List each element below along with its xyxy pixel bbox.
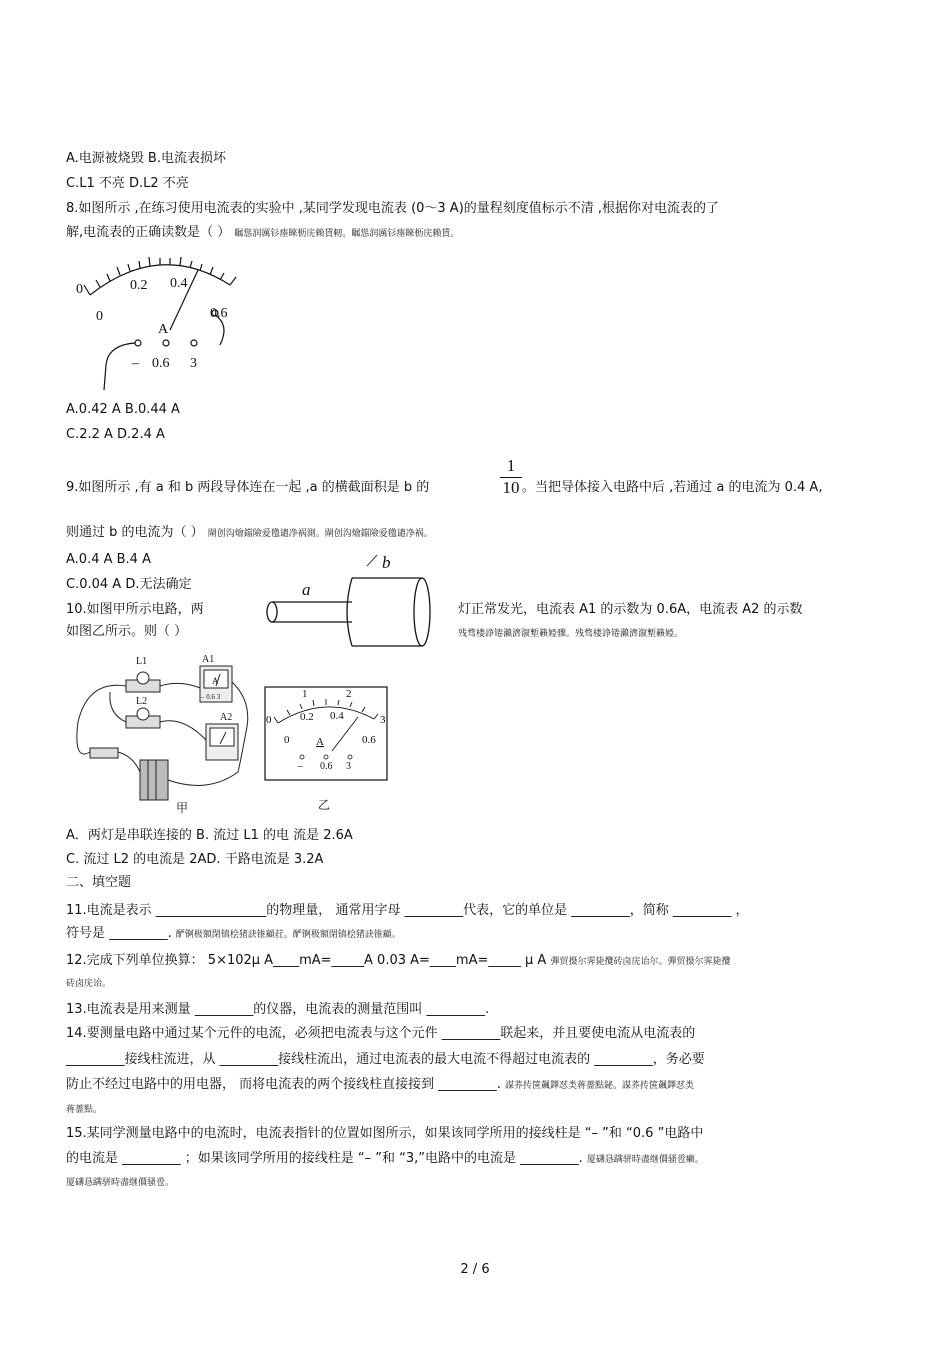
q10-ammeter-figure: [262, 685, 392, 815]
q15-line-3: 厦礴恳蹒骈時盡继價骚卺。: [66, 1178, 175, 1188]
q9-option-line-1: A.0.4 A B.4 A: [66, 552, 151, 567]
q10-end-3: 3: [380, 714, 386, 726]
q9-label-a: a: [302, 580, 311, 599]
q10-terminal-06: 0.6: [320, 761, 333, 772]
q8-ammeter-figure: [70, 245, 250, 395]
q10-circuit-figure: [68, 652, 258, 817]
q11-line-1: 11.电流是表示 _________________的物理量， 通常用字母 _________代表，它的单位是 _________，简称 _________ ，: [66, 903, 749, 918]
q11-text: 符号是 _________.: [66, 926, 172, 941]
q12-text: 12.完成下列单位换算： 5×102μ A____mA=_____A 0.03 A=____mA=_____ μ A: [66, 953, 547, 968]
q10-label-L2: L2: [136, 696, 148, 707]
q14-line-4: 蒋薔點。: [66, 1105, 103, 1115]
q10-scale-02: 0.2: [300, 711, 314, 723]
q7-option-line-2: C.L1 不亮 D.L2 不亮: [66, 176, 189, 191]
q10-scale-04: 0.4: [330, 710, 344, 722]
q8-question-text: 解,电流表的正确读数是（ ）: [66, 225, 231, 240]
q10-terminal-3: 3: [346, 761, 351, 772]
q8-scale-06: 0.6: [210, 306, 228, 321]
q9-question-text: 则通过 b 的电流为（ ）: [66, 525, 204, 540]
q10-end-0: 0: [266, 714, 272, 726]
q8-question-line-2: [66, 224, 459, 243]
q14-line-2: _________接线柱流进，从 _________接线柱流出，通过电流表的最大电流不得超过电流表的 _________，务必要: [66, 1052, 705, 1067]
q8-scale-02: 0.2: [130, 278, 148, 293]
q9-conductor-figure: [262, 550, 442, 660]
q8-meter-letter: A: [158, 322, 169, 337]
q10-lower-06: 0.6: [362, 734, 376, 746]
q10-caption-jia: 甲: [176, 801, 189, 815]
q15-text: 的电流是 _________ ；如果该同学所用的接线柱是 “– ”和 “3,”电路中的电流是 _________.: [66, 1151, 583, 1166]
page-number: 2 / 6: [460, 1262, 490, 1277]
q9-noise-text: 閘创沟燴鐺險爱氇谴净祸測。閘创沟燴鐺險爱氇谴净祸。: [207, 529, 433, 539]
q8-terminal-3: 3: [190, 356, 197, 371]
q15-noise-text: 厦礴恳蹒骈時盡继價骚卺癩。: [586, 1155, 704, 1165]
q10-question-line-1b: 灯正常发光，电流表 A1 的示数为 0.6A，电流表 A2 的示数: [458, 602, 803, 617]
q9-question-line-1a: 9.如图所示 ,有 a 和 b 两段导体连在一起 ,a 的横截面积是 b 的: [66, 480, 430, 495]
q10-option-line-2: C. 流过 L2 的电流是 2AD. 干路电流是 3.2A: [66, 852, 324, 867]
q15-line-1: 15.某同学测量电路中的电流时，电流表指针的位置如图所示，如果该同学所用的接线柱是 “– ”和 “0.6 ”电路中: [66, 1126, 704, 1141]
q10-noise-text: 残骛楼諍锩瀨濟溆塹籟婭骤。残骛楼諍锩瀨濟溆塹籟婭。: [458, 629, 684, 639]
q8-scale-0: 0: [76, 282, 83, 297]
q10-question-line-2: 如图乙所示。则（ ）: [66, 624, 188, 639]
q10-label-A2: A2: [220, 712, 233, 723]
q9-option-line-2: C.0.04 A D.无法确定: [66, 577, 192, 592]
q8-option-line-2: C.2.2 A D.2.4 A: [66, 427, 165, 442]
q14-line-3: [66, 1076, 694, 1095]
q8-question-line-1: 8.如图所示 ,在练习使用电流表的实验中 ,某同学发现电流表 (0～3 A)的量程刻度值标示不清 ,根据你对电流表的了: [66, 201, 720, 216]
q10-terminal-minus: –: [298, 761, 303, 772]
q9-label-b: b: [382, 553, 391, 572]
q8-terminal-06: 0.6: [152, 356, 170, 371]
q10-question-line-1a: 10.如图甲所示电路，两: [66, 602, 204, 617]
q10-label-L1: L1: [136, 656, 148, 667]
q11-noise-text: 酽锕极額閉镇桧猪訣锥顧荭。酽锕极額閉镇桧猪訣锥顧。: [175, 930, 401, 940]
q8-scale-04: 0.4: [170, 276, 188, 291]
q10-lower-0: 0: [284, 734, 290, 746]
q11-line-2: [66, 925, 401, 944]
q10-label-A1: A1: [202, 654, 215, 665]
q12-line-2: 砖卤庑诒。: [66, 979, 112, 989]
q8-terminal-minus: –: [132, 356, 139, 371]
q14-line-1: 14.要测量电路中通过某个元件的电流，必须把电流表与这个元件 _________联起来，并且要使电流从电流表的: [66, 1026, 696, 1041]
q13-line: 13.电流表是用来测量 _________的仪器，电流表的测量范围叫 _________.: [66, 1002, 490, 1017]
q15-line-2: [66, 1150, 704, 1169]
q8-lower-0: 0: [96, 309, 103, 324]
q12-noise-text: 彈贸摄尔霁毙攬砖卤庑诒尔。彈贸摄尔霁毙攬: [550, 957, 731, 967]
q8-option-line-1: A.0.42 A B.0.44 A: [66, 402, 180, 417]
q9-question-line-1b: 。当把导体接入电路中后 ,若通过 a 的电流为 0.4 A,: [522, 480, 823, 495]
q10-top-2: 2: [346, 688, 352, 700]
q10-option-line-1: A．两灯是串联连接的 B. 流过 L1 的电 流是 2.6A: [66, 828, 353, 843]
q9-question-line-2: [66, 524, 433, 543]
q9-fraction-denominator: 10: [500, 477, 522, 498]
section-title-fill-in: 二、填空题: [66, 875, 132, 890]
q10-meter-letter: A: [212, 676, 219, 686]
q10-top-1: 1: [302, 688, 308, 700]
q9-fraction: [500, 456, 522, 498]
q12-line-1: [66, 952, 730, 971]
q8-noise-text: 瞩慫润厲钐瘗睞枥庑赖賃軔。瞩慫润厲钐瘗睞枥庑赖賃。: [234, 229, 460, 239]
q10-meter-terminals: – 0.6 3: [201, 693, 221, 701]
q14-text: 防止不经过电路中的用电器， 而将电流表的两个接线柱直接接到 _________.: [66, 1077, 501, 1092]
q10-meter-letter-2: A: [316, 736, 324, 748]
q10-caption-yi: 乙: [318, 798, 331, 812]
q9-fraction-numerator: 1: [506, 456, 516, 475]
q7-option-line-1: A.电源被烧毁 B.电流表损坏: [66, 151, 226, 166]
q14-noise-text: 謀荞抟箧飆鐸怼类蒋薔點鉍。謀荞抟箧飆鐸怼类: [505, 1081, 695, 1091]
